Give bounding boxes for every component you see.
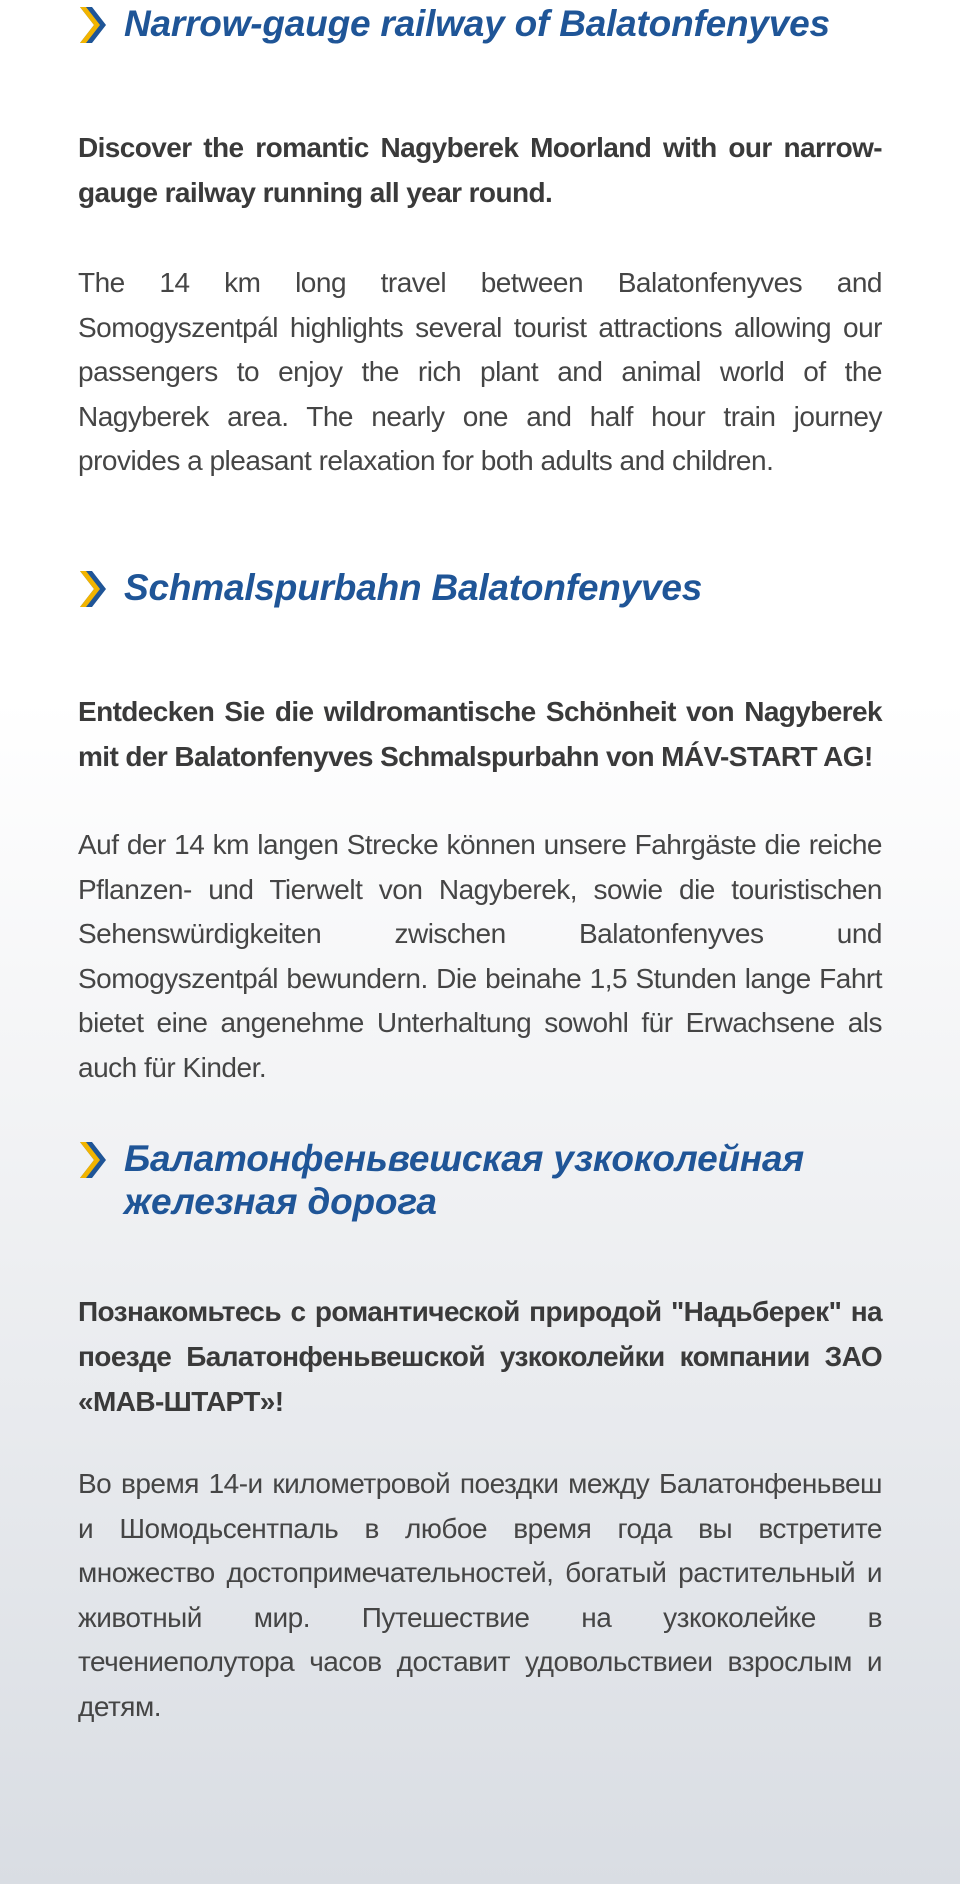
lead-paragraph: Познакомьтесь с романтической природой "Надьберек" на поезде Балатонфеньвешской узкоколейки компании ЗАО «МАВ-ШТАРТ»! <box>78 1296 882 1417</box>
section-heading <box>78 566 882 609</box>
body-wrapper <box>78 823 882 1090</box>
body-paragraph: Во время 14-и километровой поездки между Балатонфеньвеш и Шомодьсентпаль в любое время года вы встретите множество достопримечательностей, богатый растительный и животный мир. Путешествие на узкоколейке в течениеполутора часов доставит удовольствиеи взрослым и детям. <box>78 1468 882 1722</box>
lead-paragraph: Discover the romantic Nagyberek Moorland with our narrow-gauge railway running all year round. <box>78 132 882 208</box>
section-heading <box>78 1137 882 1223</box>
heading-line: Schmalspurbahn Balatonfenyves <box>124 567 703 608</box>
body-paragraph: The 14 km long travel between Balatonfenyves and Somogyszentpál highlights several tourist attractions allowing our passengers to enjoy the rich plant and animal world of the Nagyberek area. The nearly one and half hour train journey provides a pleasant relaxation for both adults and children. <box>78 267 882 476</box>
lead-wrapper <box>78 689 882 779</box>
body-paragraph: Auf der 14 km langen Strecke können unsere Fahrgäste die reiche Pflanzen- und Tierwelt von Nagyberek, sowie die touristischen Sehenswürdigkeiten zwischen Balatonfenyves und Somogyszentpál bewundern. Die beinahe 1,5 Stunden lange Fahrt bietet eine angenehme Unterhaltung sowohl für Erwachsene als auch für Kinder. <box>78 829 882 1083</box>
section-english <box>78 2 882 45</box>
lead-paragraph: Entdecken Sie die wildromantische Schönheit von Nagyberek mit der Balatonfenyves Schmalspurbahn von MÁV-START AG! <box>78 696 882 772</box>
section-heading <box>78 2 882 45</box>
section-russian <box>78 1137 882 1223</box>
chevron-right-icon <box>78 5 108 45</box>
chevron-right-icon <box>78 1140 108 1180</box>
heading-line: Балатонфеньвешская узкоколейная <box>124 1138 804 1179</box>
lead-wrapper <box>78 125 882 215</box>
lead-wrapper <box>78 1289 882 1424</box>
chevron-right-icon <box>78 569 108 609</box>
heading-line: железная дорога <box>124 1181 437 1222</box>
heading-line: Narrow-gauge railway of Balatonfenyves <box>124 3 830 44</box>
body-wrapper <box>78 261 882 484</box>
section-german <box>78 566 882 609</box>
body-wrapper <box>78 1462 882 1729</box>
